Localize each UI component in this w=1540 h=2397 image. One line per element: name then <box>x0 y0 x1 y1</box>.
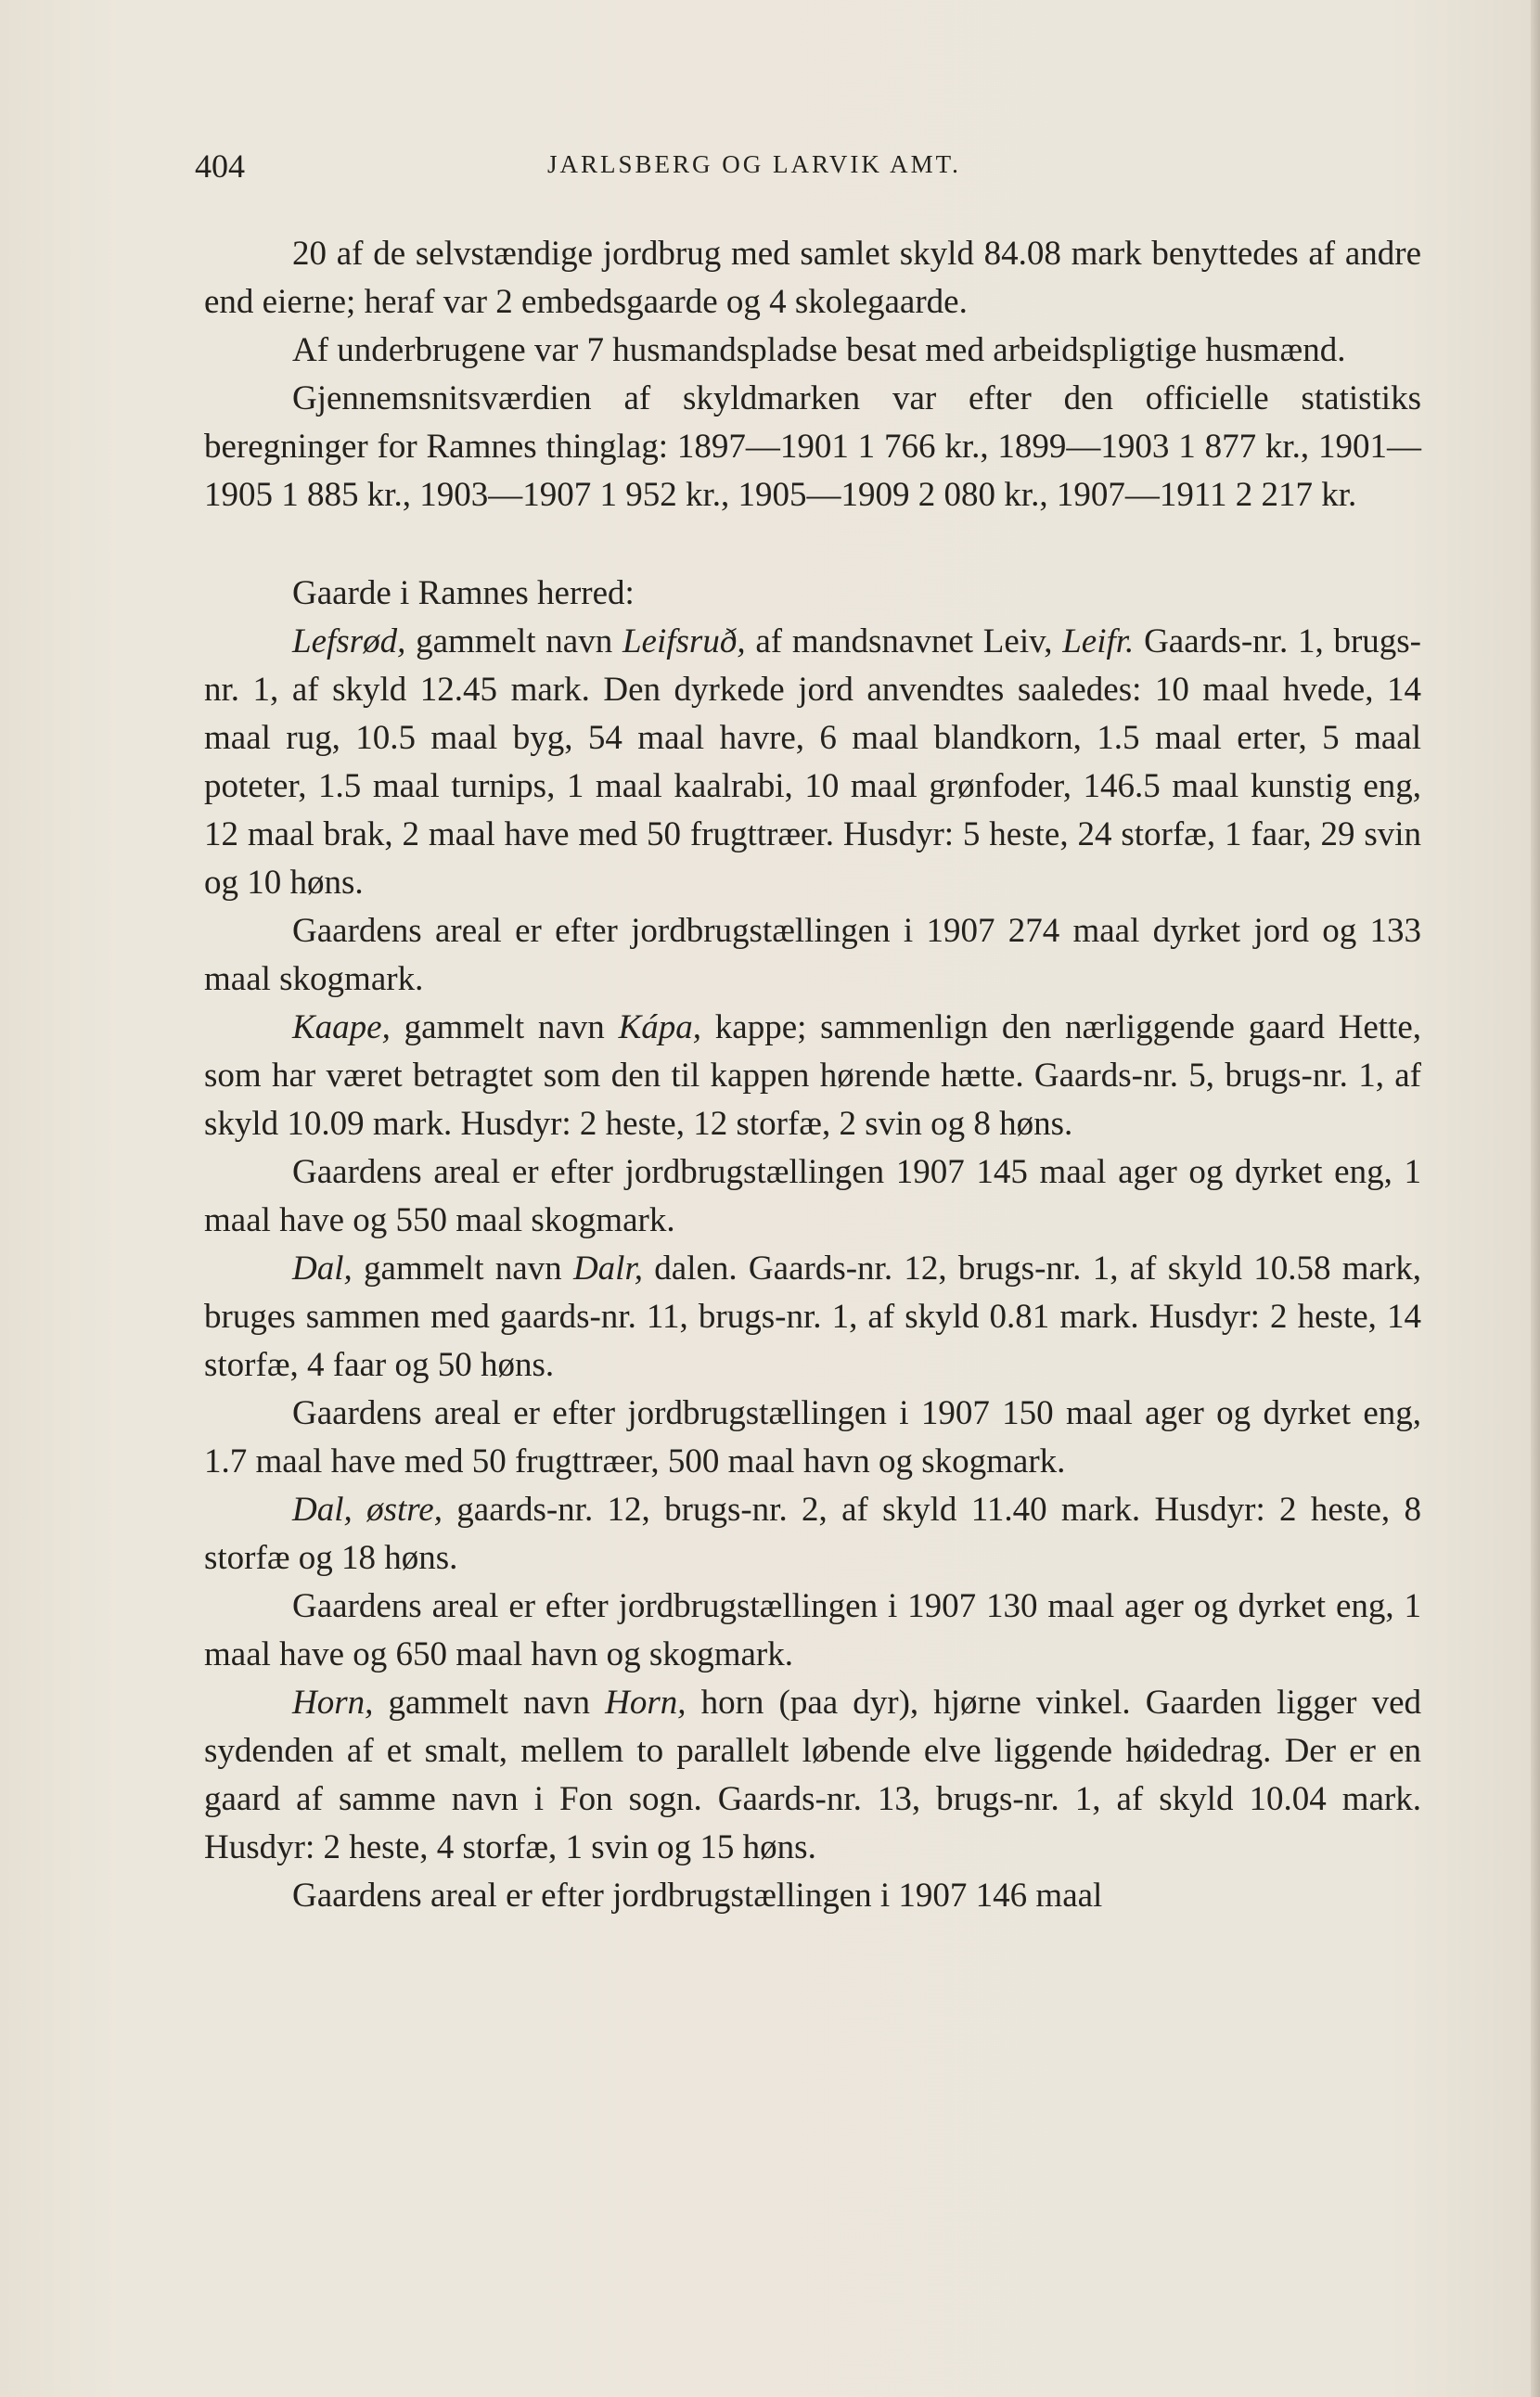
entry-area: Gaardens areal er efter jordbrugstællingen i 1907 274 maal dyrket jord og 133 maal skogmark. <box>204 912 1421 998</box>
entry-text: gaards-nr. 12, brugs-nr. 2, af skyld 11.40 mark. Husdyr: 2 heste, 8 storfæ og 18 høns. <box>204 1491 1421 1577</box>
paragraph-husmand: Af underbrugene var 7 husmandspladse besat med arbeidspligtige husmænd. <box>292 331 1346 369</box>
entry-old-name: Kápa, <box>618 1008 702 1046</box>
entry-area: Gaardens areal er efter jordbrugstællingen i 1907 150 maal ager og dyrket eng, 1.7 maal have med 50 frugttræer, 500 maal havn og skogmark. <box>204 1394 1421 1480</box>
paragraph-average-value: Gjennemsnitsværdien af skyldmarken var efter den officielle statistiks beregninger for Ramnes thinglag: 1897—1901 1 766 kr., 1899—1903 1 877 kr., 1901—1905 1 885 kr., 1903—1907 1 952 kr., 1905—1909 2 080 kr., 1907—1911 2 217 kr. <box>204 379 1421 514</box>
entry-area: Gaardens areal er efter jordbrugstællingen i 1907 130 maal ager og dyrket eng, 1 maal have og 650 maal havn og skogmark. <box>204 1587 1421 1673</box>
entry-text: dalen. Gaards-nr. 12, brugs-nr. 1, af skyld 10.58 mark, bruges sammen med gaards-nr. 11, brugs-nr. 1, af skyld 0.81 mark. Husdyr: 2 heste, 14 storfæ, 4 faar og 50 høns. <box>204 1250 1421 1384</box>
page-header <box>195 147 1429 184</box>
entry-text: horn (paa dyr), hjørne vinkel. Gaarden ligger ved sydenden af et smalt, mellem to parallelt løbende elve liggende høidedrag. Der er en gaard af samme navn i Fon sogn. Gaards-nr. 13, brugs-nr. 1, af skyld 10.04 mark. Husdyr: 2 heste, 4 storfæ, 1 svin og 15 høns. <box>204 1684 1422 1866</box>
entry-area: Gaardens areal er efter jordbrugstællingen i 1907 146 maal <box>292 1877 1103 1915</box>
entry-text: af mandsnavnet Leiv, <box>745 622 1063 660</box>
entry-old-norse: Leifr. <box>1062 622 1135 660</box>
entry-old-name: Dalr, <box>572 1250 644 1288</box>
entry-text: gammelt navn <box>390 1008 619 1046</box>
entry-text: Gaards-nr. 1, brugs-nr. 1, af skyld 12.45 mark. Den dyrkede jord anvendtes saaledes: 10 maal hvede, 14 maal rug, 10.5 maal byg, 54 maal havre, 6 maal blandkorn, 1.5 maal erter, 5 maal poteter, 1.5 maal turnips, 1 maal kaalrabi, 10 maal grønfoder, 146.5 maal kunstig eng, 12 maal brak, 2 maal have med 50 frugttræer. Husdyr: 5 heste, 24 storfæ, 1 faar, 29 svin og 10 høns. <box>204 622 1421 902</box>
entry-horn <box>204 1679 1421 1872</box>
entry-area: Gaardens areal er efter jordbrugstællingen 1907 145 maal ager og dyrket eng, 1 maal have og 550 maal skogmark. <box>204 1153 1421 1239</box>
body-text <box>204 230 1421 1920</box>
entry-name: Kaape, <box>292 1008 391 1046</box>
entry-text: kappe; sammenlign den nærliggende gaard Hette, som har været betragtet som den til kappen hørende hætte. Gaards-nr. 5, brugs-nr. 1, af skyld 10.09 mark. Husdyr: 2 heste, 12 storfæ, 2 svin og 8 høns. <box>204 1008 1422 1143</box>
entry-name: Horn, <box>292 1684 374 1722</box>
entry-dal <box>204 1245 1421 1390</box>
entry-name: Lefsrød, <box>292 622 406 660</box>
entry-text: gammelt navn <box>405 622 622 660</box>
entry-dal-ostre <box>204 1486 1421 1583</box>
page-edge-shadow <box>1531 0 1540 2397</box>
entry-name: Dal, østre, <box>292 1491 443 1529</box>
entry-name: Dal, <box>292 1250 353 1288</box>
entry-old-name: Leifsruð, <box>622 622 746 660</box>
entry-kaape <box>204 1004 1421 1148</box>
section-gap <box>204 519 1421 570</box>
running-title: JARLSBERG OG LARVIK AMT. <box>547 150 961 178</box>
paragraph-tenant-farms: 20 af de selvstændige jordbrug med samlet skyld 84.08 mark benyttedes af andre end eierne; heraf var 2 embedsgaarde og 4 skolegaarde. <box>204 235 1421 321</box>
entry-lefsrod <box>204 618 1421 907</box>
page-number: 404 <box>195 147 245 185</box>
entry-text: gammelt navn <box>352 1250 573 1288</box>
entry-text: gammelt navn <box>373 1684 606 1722</box>
entry-old-name: Horn, <box>605 1684 687 1722</box>
section-heading: Gaarde i Ramnes herred: <box>292 574 635 612</box>
